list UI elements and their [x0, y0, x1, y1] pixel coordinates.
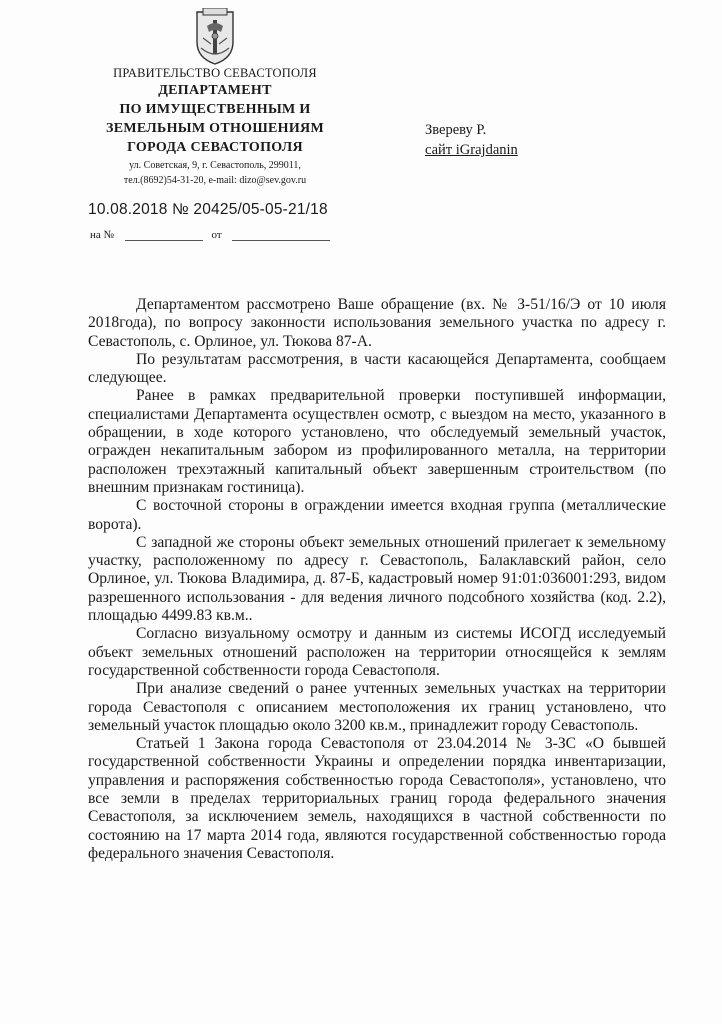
paragraph: Департаментом рассмотрено Ваше обращение (вх. № З-51/16/Э от 10 июля 2018года), по вопросу законности использования земельного участка по адресу г. Севастополь, с. Орлиное, ул. Тюкова 87-А. — [88, 296, 666, 350]
reference-number-blank — [125, 228, 203, 241]
paragraph: С восточной стороны в ограждении имеется входная группа (металлические ворота). — [88, 497, 666, 533]
department-name-line-2: ПО ИМУЩЕСТВЕННЫМ И — [119, 102, 311, 117]
department-contacts: тел.(8692)54-31-20, e-mail: dizo@sev.gov.ru — [123, 175, 307, 186]
paragraph: С западной же стороны объект земельных отношений прилегает к земельному участку, расположенному по адресу г. Севастополь, Балаклавский район, село Орлиное, ул. Тюкова Владимира, д. 87-Б, кадастровый номер 91:01:036001:293, видом разрешенного использования - для ведения личного подсобного хозяйства (код. 2.2), площадью 4499.83 кв.м.. — [88, 533, 666, 625]
registration-date-number: 10.08.2018 № 20425/05-05-21/18 — [88, 201, 328, 218]
coat-of-arms-icon — [191, 8, 239, 66]
department-name-line-1: ДЕПАРТАМЕНТ — [158, 83, 272, 98]
paragraph: Статьей 1 Закона города Севастополя от 23.04.2014 № 3-ЗС «О бывшей государственной собственности Украины и определении порядка инвентаризации, управления и распоряжения собственностью города Севастополя», установлено, что все земли в пределах территориальных границ города федерального значения Севастополя, за исключением земель, находящихся в частной собственности по состоянию на 17 марта 2014 года, являются государственной собственностью города федерального значения Севастополя. — [88, 735, 666, 862]
paragraph: При анализе сведений о ранее учтенных земельных участках на территории города Севастополя с описанием местоположения их границ установлено, что земельный участок площадью около 3200 кв.м., принадлежит городу Севастополь. — [88, 680, 666, 734]
department-name-line-3: ЗЕМЕЛЬНЫМ ОТНОШЕНИЯМ — [106, 121, 324, 136]
reference-number-label: на № — [90, 229, 115, 241]
paragraph: Согласно визуальному осмотру и данным из системы ИСОГД исследуемый объект земельных отношений расположен на территории относящейся к землям государственной собственности города Севастополя. — [88, 625, 666, 679]
reference-date-label: от — [211, 229, 222, 241]
letter-body — [88, 296, 666, 863]
paragraph: Ранее в рамках предварительной проверки поступившей информации, специалистами Департамента осуществлен осмотр, с выездом на место, указанного в обращении, в ходе которого установлено, что обследуемый земельный участок, огражден некапитальным забором из профилированного металла, на территории расположен трехэтажный капитальный объект завершенным строительством (по внешним признакам гостиница). — [88, 387, 666, 496]
reference-line — [90, 228, 350, 241]
addressee-site: сайт iGrajdanin — [425, 142, 518, 158]
letterhead — [70, 66, 360, 187]
government-name: ПРАВИТЕЛЬСТВО СЕВАСТОПОЛЯ — [113, 66, 317, 80]
reference-date-blank — [232, 228, 330, 241]
department-name-line-4: ГОРОДА СЕВАСТОПОЛЯ — [127, 140, 303, 155]
paragraph: По результатам рассмотрения, в части касающейся Департамента, сообщаем следующее. — [88, 350, 666, 387]
department-address: ул. Советская, 9, г. Севастополь, 299011, — [129, 160, 301, 171]
addressee — [425, 120, 518, 160]
addressee-name: Звереву Р. — [425, 122, 487, 138]
